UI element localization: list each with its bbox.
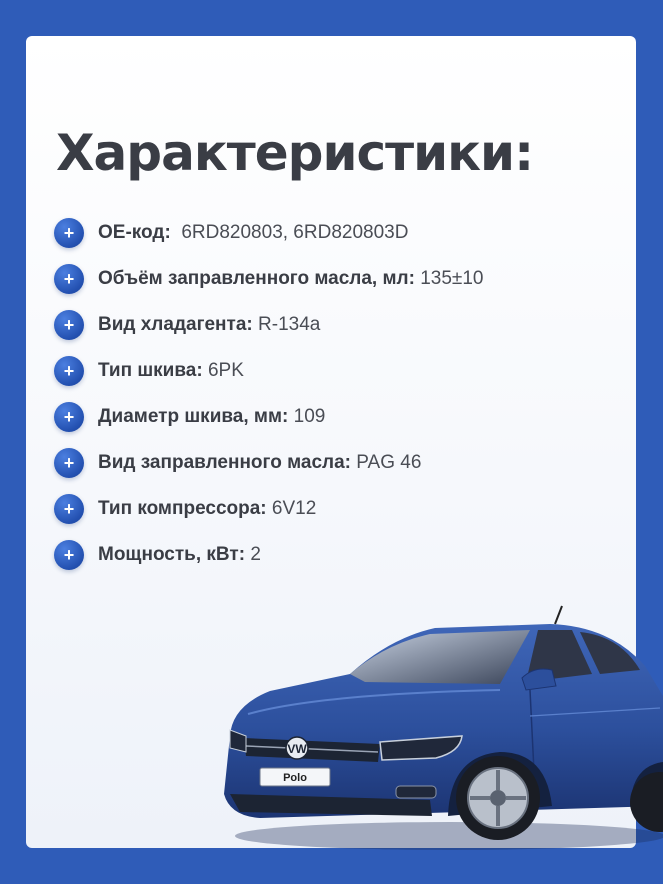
spec-value: 2 <box>250 544 261 565</box>
spec-value: 6RD820803, 6RD820803D <box>181 222 409 243</box>
plus-icon: + <box>54 356 84 386</box>
spec-label: ОЕ-код: <box>98 222 171 243</box>
spec-item-pulley-type <box>54 348 483 394</box>
spec-item-refrigerant <box>54 302 483 348</box>
plate-text: Polo <box>283 772 307 784</box>
spec-item-pulley-diameter <box>54 394 483 440</box>
spec-item-oe-code <box>54 210 483 256</box>
spec-value: 6PK <box>207 360 244 381</box>
plus-icon: + <box>54 540 84 570</box>
spec-value: 109 <box>293 406 326 427</box>
svg-text:VW: VW <box>287 742 307 756</box>
spec-label: Тип шкива: <box>98 360 203 381</box>
plus-icon: + <box>54 402 84 432</box>
spec-value: PAG 46 <box>356 452 422 473</box>
plus-icon: + <box>54 218 84 248</box>
spec-label: Вид заправленного масла: <box>98 452 351 473</box>
plus-icon: + <box>54 448 84 478</box>
spec-value: 6V12 <box>271 498 317 519</box>
car-image <box>200 566 663 856</box>
plus-icon: + <box>54 494 84 524</box>
spec-label: Тип компрессора: <box>98 498 267 519</box>
spec-label: Объём заправленного масла, мл: <box>98 268 415 289</box>
spec-value: 135±10 <box>420 268 484 289</box>
page-title: Характеристики: <box>56 124 534 182</box>
plus-icon: + <box>54 264 84 294</box>
plus-icon: + <box>54 310 84 340</box>
spec-label: Вид хладагента: <box>98 314 253 335</box>
spec-item-oil-volume <box>54 256 483 302</box>
spec-item-oil-type <box>54 440 483 486</box>
spec-label: Мощность, кВт: <box>98 544 246 565</box>
spec-value: R-134a <box>258 314 321 335</box>
spec-label: Диаметр шкива, мм: <box>98 406 289 427</box>
spec-item-compressor-type <box>54 486 483 532</box>
spec-list <box>54 210 483 578</box>
